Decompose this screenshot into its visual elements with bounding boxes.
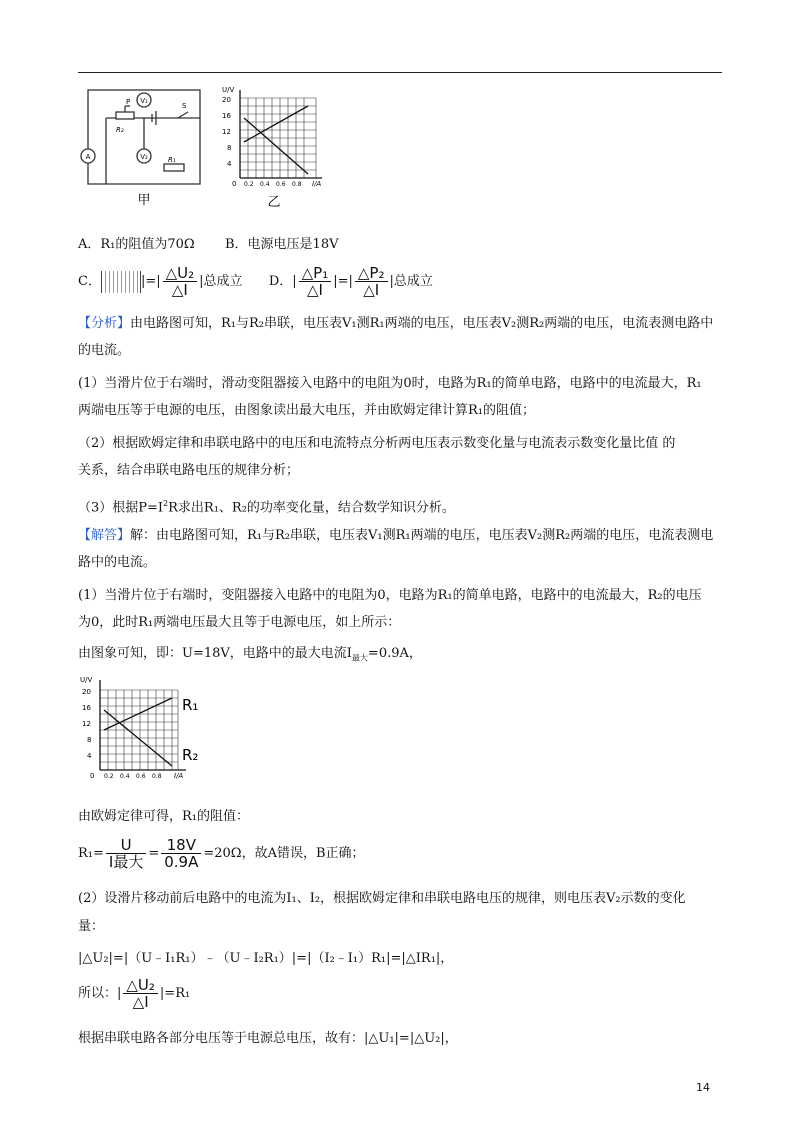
analysis-p1-line-2: 两端电压等于电源的电压，由图象读出最大电压，并由欧姆定律计算R₁的阻值； (78, 403, 536, 418)
option-d-denominator-2: △I (363, 281, 380, 299)
graph-solution-xtick: 0.8 (152, 773, 162, 780)
circuit-r2-label: R₂ (116, 126, 124, 134)
graph-solution-xtick: 0.6 (136, 773, 146, 780)
solution-tag: 【解答】 (78, 528, 131, 543)
solution-s1-line-3-post: =0.9A， (367, 646, 422, 661)
graph-solution-y-axis: U/V (80, 676, 93, 684)
solution-text: 解：由电路图可知，R₁与R₂串联，电压表V₁测R₁两端的电压，电压表V₂测R₂两端的电压，电流表测电 (130, 528, 714, 543)
graph-top-ytick: 12 (222, 128, 231, 136)
solution-r1-pre: R₁= (78, 846, 104, 861)
analysis-p2-line-1: （2）根据欧姆定律和串联电路中的电压和电流特点分析两电压表示数变化量与电流表示数变化量比值 的 (78, 436, 676, 451)
option-d-numerator-2: △P₂ (355, 265, 388, 282)
solution-r1-denominator-1: I最大 (108, 853, 144, 871)
solution-s2-line-3: |△U₂|=|（U﹣I₁R₁）﹣（U﹣I₂R₁）|=|（I₂﹣I₁）R₁|=|△IR₁|， (78, 951, 454, 966)
graph-solution-ytick: 16 (82, 704, 91, 712)
solution-r1-fraction-1 (106, 837, 146, 870)
solution-r1-numerator-2: 18V (161, 837, 201, 854)
graph-solution-xtick: 0.2 (104, 773, 114, 780)
option-d-numerator-1: △P₁ (299, 265, 332, 282)
graph-solution-x-axis: I/A (174, 772, 184, 780)
solution-s2-line-2: 量： (78, 919, 105, 934)
option-c-numerator: △U₂ (163, 265, 198, 282)
analysis-p3-post: R求出R₁、R₂的功率变化量，结合数学知识分析。 (168, 500, 455, 516)
circuit-p-label: P (126, 98, 131, 106)
solution-ohm-line: 由欧姆定律可得，R₁的阻值： (78, 809, 249, 824)
solution-s2-last: 根据串联电路各部分电压等于电源总电压，故有：|△U₁|=|△U₂|， (78, 1031, 458, 1046)
circuit-r1-label: R₁ (168, 156, 176, 164)
graph-solution-ytick: 4 (87, 752, 92, 760)
option-a-text: A．R₁的阻值为70Ω (78, 237, 195, 252)
option-c-fraction (163, 265, 198, 298)
analysis-p1-line-1: (1）当滑片位于右端时，滑动变阻器接入电路中的电阻为0时，电路为R₁的简单电路，电路中的电流最大，R₁ (78, 376, 702, 391)
graph-top-ytick: 8 (227, 144, 232, 152)
graph-top-caption: 乙 (267, 195, 281, 210)
option-b-text: B．电源电压是18V (225, 237, 339, 252)
solution-s1-line-1: (1）当滑片位于右端时，变阻器接入电路中的电阻为0，电路为R₁的简单电路，电路中的电流最大，R₂的电压 (78, 588, 702, 603)
solution-s2-so-denominator: △I (132, 993, 149, 1011)
option-c-garbled-glyph (101, 271, 141, 293)
solution-s1-line-3 (78, 645, 422, 668)
graph-top-ytick: 4 (227, 160, 232, 168)
option-c-prefix: C． (78, 274, 101, 289)
analysis-line-1 (78, 315, 713, 333)
option-d-fraction-1 (299, 265, 332, 298)
graph-top-ytick: 20 (222, 96, 231, 104)
solution-s2-so-pre: 所以：| (78, 986, 122, 1001)
option-d-suffix: |总成立 (389, 274, 433, 289)
solution-s2-so-post: |=R₁ (159, 986, 191, 1001)
solution-line-2: 路中的电流。 (78, 555, 157, 570)
solution-r1-formula (78, 834, 365, 874)
graph-top-y-axis: U/V (222, 86, 235, 94)
option-d-fraction-2 (355, 265, 388, 298)
graph-top-ytick: 16 (222, 112, 231, 120)
graph-top (218, 80, 338, 210)
solution-r1-fraction-2 (161, 837, 201, 870)
option-a (78, 236, 338, 254)
solution-line-1 (78, 527, 713, 545)
solution-s2-so-fraction (123, 977, 158, 1010)
analysis-p3-pre: （3）根据P=I (78, 500, 164, 516)
option-c-suffix: |总成立 (199, 274, 243, 289)
graph-top-xtick: 0.8 (292, 181, 302, 188)
graph-solution-ytick: 8 (87, 736, 92, 744)
graph-top-xtick: 0.4 (260, 181, 270, 188)
option-d-prefix: D．| (268, 274, 297, 289)
circuit-s-label: S (182, 102, 187, 110)
solution-s1-line-2: 为0，此时R₁两端电压最大且等于电源电压，如上所示： (78, 615, 401, 630)
graph-top-xtick: 0.2 (244, 181, 254, 188)
solution-s2-so-numerator: △U₂ (123, 977, 158, 994)
option-d-mid: |=| (333, 274, 353, 289)
graph-solution-ytick: 12 (82, 720, 91, 728)
graph-solution (76, 672, 226, 784)
analysis-p3 (78, 495, 455, 517)
solution-s2-so (78, 974, 190, 1014)
circuit-v2-label: V₂ (140, 153, 148, 161)
circuit-a-label: A (85, 153, 91, 161)
solution-s1-line-3-sub: 最大 (351, 653, 368, 663)
graph-solution-r2-label: R₂ (182, 746, 199, 764)
page-number: 14 (696, 1081, 710, 1094)
solution-r1-eq: = (148, 846, 160, 861)
option-c-mid: |=| (140, 274, 161, 289)
analysis-tag: 【分析】 (78, 316, 131, 331)
graph-top-xtick: 0.6 (276, 181, 286, 188)
option-c-d (78, 264, 433, 300)
analysis-p2-line-2: 关系，结合串联电路电压的规律分析； (78, 463, 300, 478)
solution-s1-line-3-pre: 由图象可知，即：U=18V，电路中的最大电流I (78, 646, 352, 661)
analysis-line-2: 的电流。 (78, 343, 131, 358)
circuit-v1-label: V₁ (140, 97, 148, 105)
graph-solution-ytick: 20 (82, 688, 91, 696)
option-d-denominator-1: △I (306, 281, 323, 299)
graph-top-x-axis: I/A (312, 180, 322, 188)
solution-r1-numerator-1: U (106, 837, 146, 854)
graph-solution-xtick: 0.4 (120, 773, 130, 780)
graph-top-origin: 0 (232, 180, 237, 188)
solution-r1-denominator-2: 0.9A (164, 853, 199, 871)
graph-solution-r1-label: R₁ (182, 696, 199, 714)
analysis-p3-sup: 2 (163, 499, 169, 508)
solution-r1-post: =20Ω，故A错误，B正确； (203, 846, 365, 861)
analysis-text: 由电路图可知，R₁与R₂串联，电压表V₁测R₁两端的电压，电压表V₂测R₂两端的电压，电流表测电路中 (130, 316, 714, 331)
header-rule (78, 72, 722, 73)
solution-s2-line-1: (2）设滑片移动前后电路中的电流为I₁、I₂，根据欧姆定律和串联电路电压的规律，则电压表V₂示数的变化 (78, 891, 686, 906)
option-c-denominator: △I (171, 281, 188, 299)
circuit-diagram (78, 78, 218, 210)
graph-solution-origin: 0 (90, 772, 95, 780)
circuit-caption: 甲 (137, 193, 151, 208)
